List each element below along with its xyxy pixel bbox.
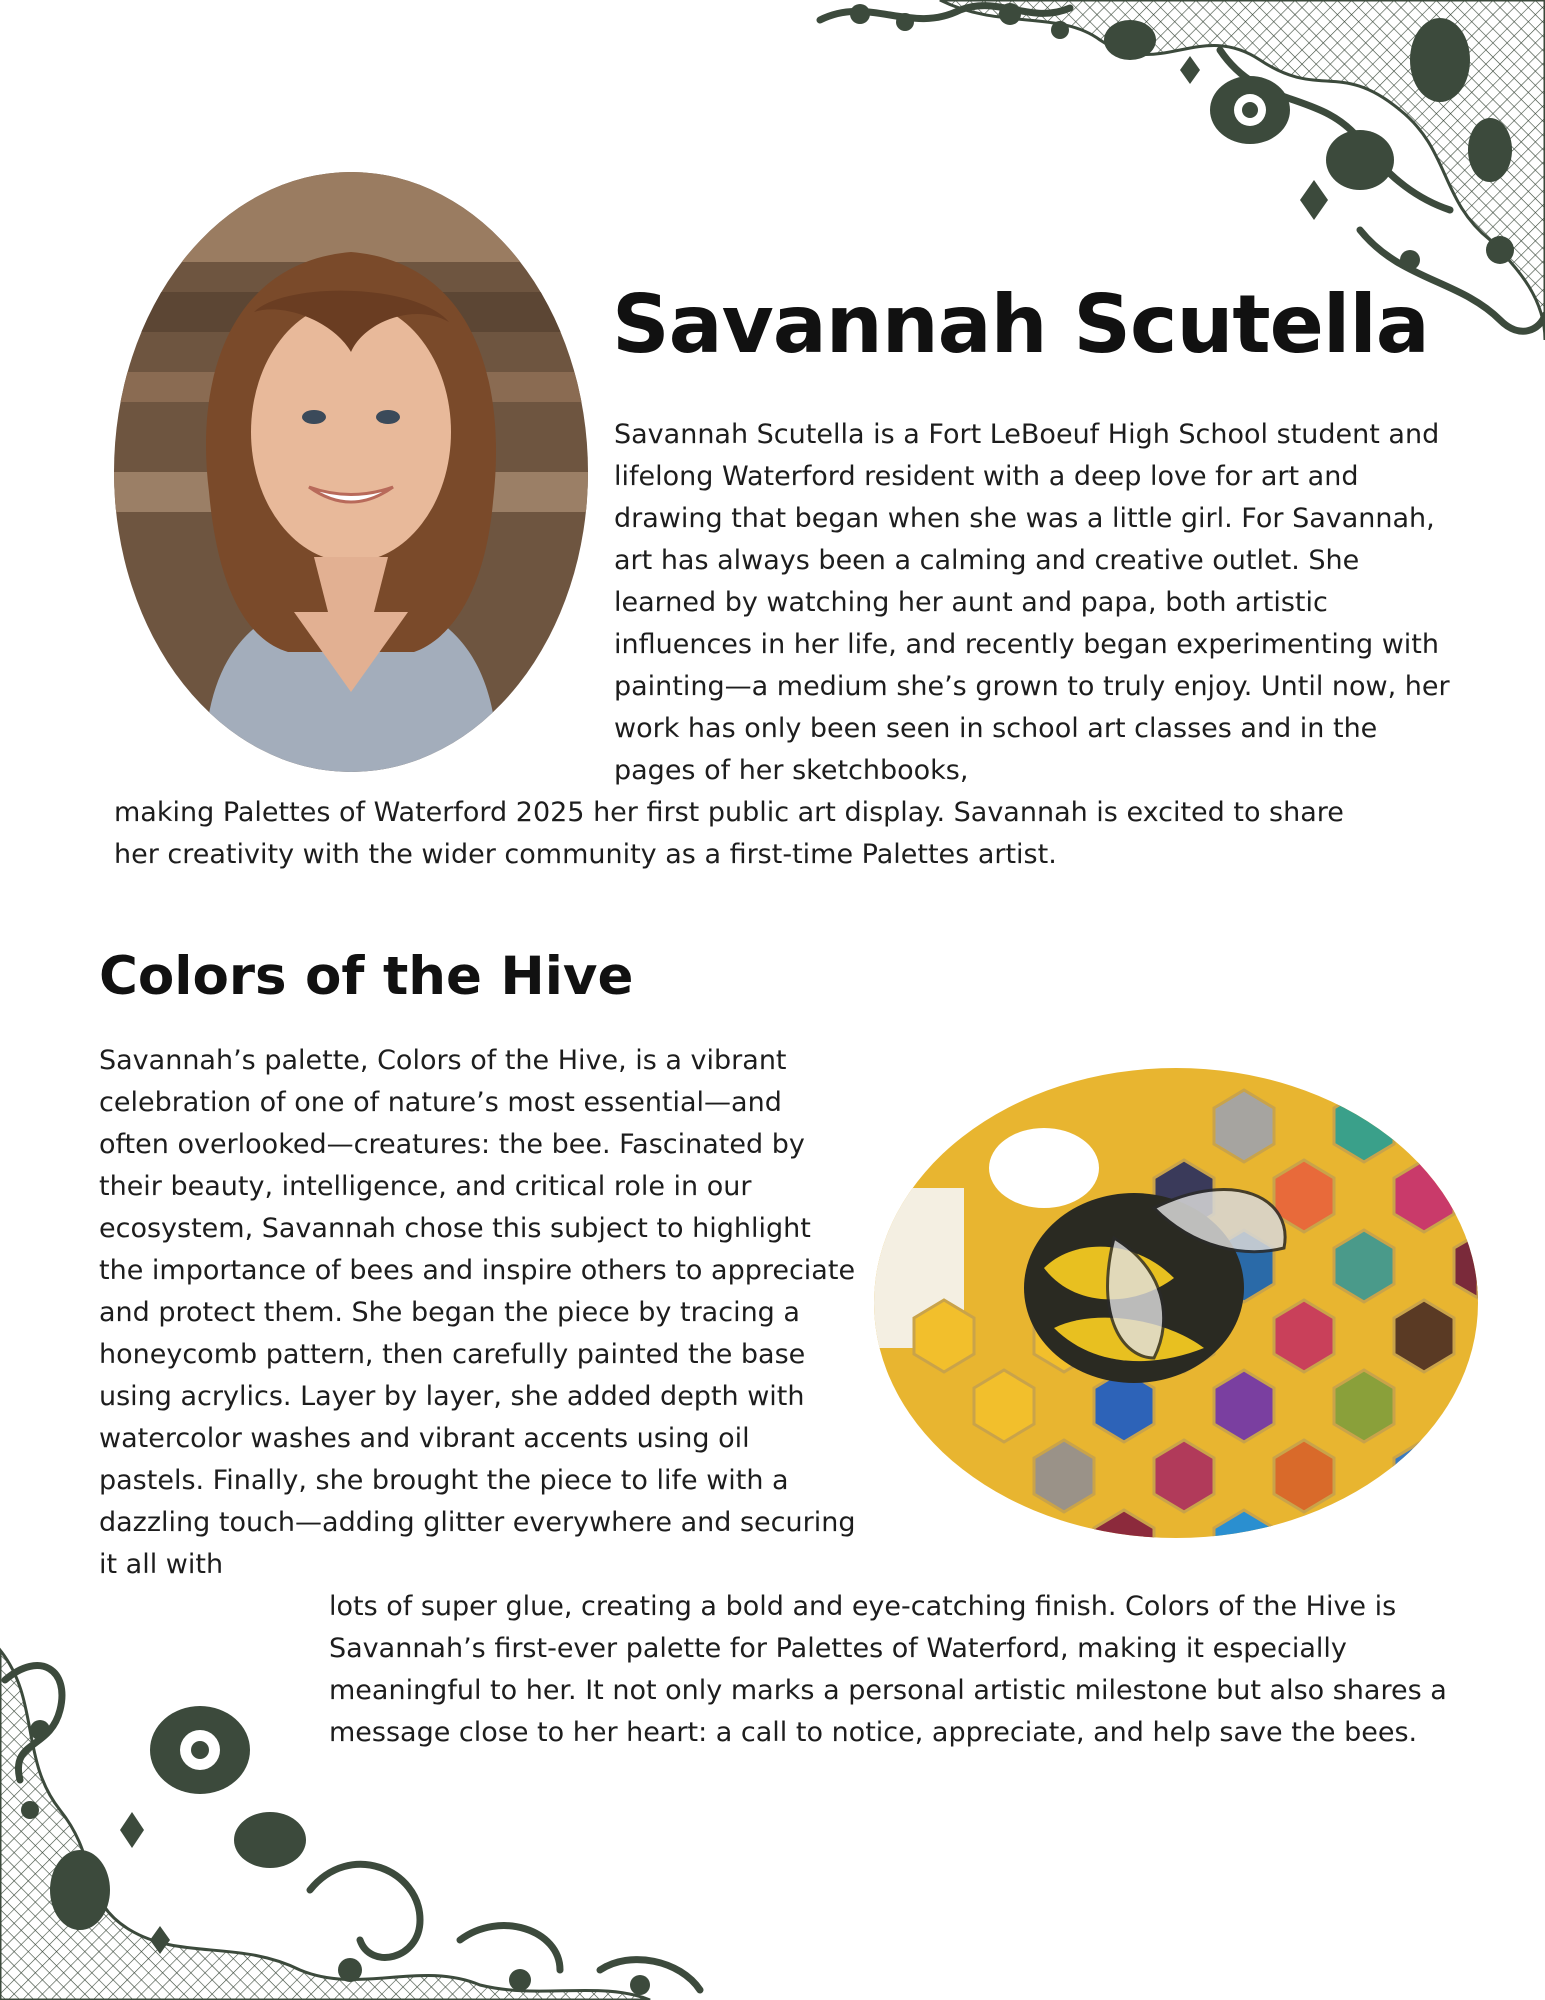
artist-bio-paragraph: Savannah Scutella is a Fort LeBoeuf High School student and lifelong Waterford resident with a deep love for art and drawing that began when she was a little girl. For Savannah, art has always been a calming and creative outlet. She learned by watching her aunt and papa, both artistic influences in her life, and recently began experimenting with painting—a medium she’s grown to truly enjoy. Until now, her work has only been seen in school art classes and in the pages of her sketchbooks, xyxy=(614,419,1450,786)
palette-description-paragraph: Savannah’s palette, Colors of the Hive, is a vibrant celebration of one of nature’s most essential—and often overlooked—creatures: the bee. Fascinated by their beauty, intelligence, and critical role in our ecosystem, Savannah chose this subject to highlight the importance of bees and inspire others to appreciate and protect them. She began the piece by tracing a honeycomb pattern, then carefully painted the base using acrylics. Layer by layer, she added depth with watercolor washes and vibrant accents using oil pastels. Finally, she brought the piece to life with a dazzling touch—adding glitter everywhere and securing it all with xyxy=(99,1045,856,1580)
artist-portrait-photo xyxy=(114,172,588,772)
artist-bio-line: making Palettes of Waterford 2025 her first public art display. Savannah is excited to share xyxy=(114,797,1344,828)
palette-artwork-photo xyxy=(874,1068,1478,1538)
artist-bio-line: her creativity with the wider community as a first-time Palettes artist. xyxy=(114,839,1057,870)
lace-ornament-bottom-left xyxy=(0,1640,740,2000)
palette-title-heading: Colors of the Hive xyxy=(99,946,634,1007)
palette-description-continued: lots of super glue, creating a bold and eye-catching finish. Colors of the Hive is Savannah’s first-ever palette for Palettes of Waterford, making it especially meaningful to her. It not only marks a personal artistic milestone but also shares a message close to her heart: a call to notice, appreciate, and help save the bees. xyxy=(329,1591,1447,1748)
artist-name-heading: Savannah Scutella xyxy=(612,278,1429,371)
